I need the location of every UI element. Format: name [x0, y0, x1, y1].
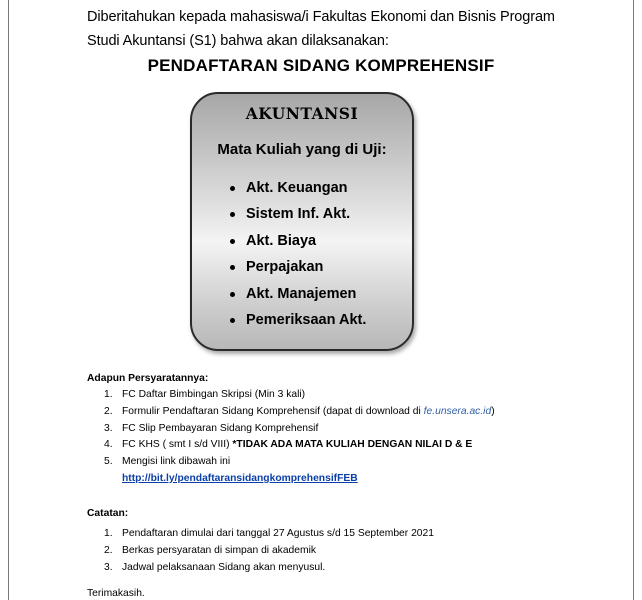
registration-link[interactable]: http://bit.ly/pendaftaransidangkomprehensifFEB [122, 472, 358, 484]
intro-paragraph [87, 5, 577, 53]
item-text: Berkas persyaratan di simpan di akademik [122, 544, 317, 556]
item-number: 4. [104, 439, 113, 451]
subject-item: Perpajakan [226, 254, 366, 280]
item-number: 3. [104, 422, 113, 434]
page-title: PENDAFTARAN SIDANG KOMPREHENSIF [147, 56, 495, 75]
item-text-end: ) [491, 405, 495, 417]
item-number: 2. [104, 405, 113, 417]
requirements-section [87, 371, 495, 487]
page-right-border [633, 0, 634, 600]
note-item [87, 543, 434, 560]
requirement-item [87, 404, 495, 421]
closing-text: Terimakasih. [87, 588, 145, 599]
item-text: Jadwal pelaksanaan Sidang akan menyusul. [122, 561, 326, 573]
note-item [87, 560, 434, 577]
item-number: 5. [104, 456, 113, 468]
requirements-title: Adapun Persyaratannya: [87, 373, 209, 384]
requirement-item [87, 421, 495, 438]
intro-line-2: Studi Akuntansi (S1) bahwa akan dilaksanakan: [87, 33, 389, 49]
notes-list [87, 526, 434, 576]
note-item [87, 526, 434, 543]
card-title: AKUNTANSI [245, 104, 359, 123]
item-number: 2. [104, 544, 113, 556]
item-number: 1. [104, 389, 113, 400]
requirements-list [87, 387, 495, 471]
subject-item: Akt. Manajemen [226, 281, 366, 307]
item-text: Mengisi link dibawah ini [122, 456, 231, 468]
item-number: 3. [104, 561, 113, 573]
subject-item: Akt. Keuangan [226, 175, 366, 201]
notes-section [87, 505, 434, 576]
item-text: Formulir Pendaftaran Sidang Komprehensif (dapat di download di [122, 405, 424, 417]
website-link[interactable]: fe.unsera.ac.id [423, 405, 492, 417]
subject-card [190, 92, 414, 351]
intro-line-1: Diberitahukan kepada mahasiswa/i Fakultas Ekonomi dan Bisnis Program [87, 9, 555, 25]
item-text: FC Daftar Bimbingan Skripsi (Min 3 kali) [122, 389, 306, 400]
item-number: 1. [104, 528, 113, 539]
page-left-border [8, 0, 9, 600]
requirement-item [87, 437, 495, 454]
subject-item: Sistem Inf. Akt. [226, 201, 366, 227]
card-subtitle: Mata Kuliah yang di Uji: [217, 141, 387, 158]
grade-warning: *TIDAK ADA MATA KULIAH DENGAN NILAI D & E [232, 439, 473, 451]
requirement-item [87, 387, 495, 404]
notes-title: Catatan: [87, 508, 129, 519]
item-text: FC KHS ( smt I s/d VIII) [122, 439, 233, 451]
item-text: Pendaftaran dimulai dari tanggal 27 Agustus s/d 15 September 2021 [122, 528, 434, 539]
requirement-item [87, 454, 495, 471]
item-text: FC Slip Pembayaran Sidang Komprehensif [122, 422, 319, 434]
subject-list [226, 175, 366, 333]
subject-item: Akt. Biaya [226, 228, 366, 254]
subject-item: Pemeriksaan Akt. [226, 307, 366, 333]
